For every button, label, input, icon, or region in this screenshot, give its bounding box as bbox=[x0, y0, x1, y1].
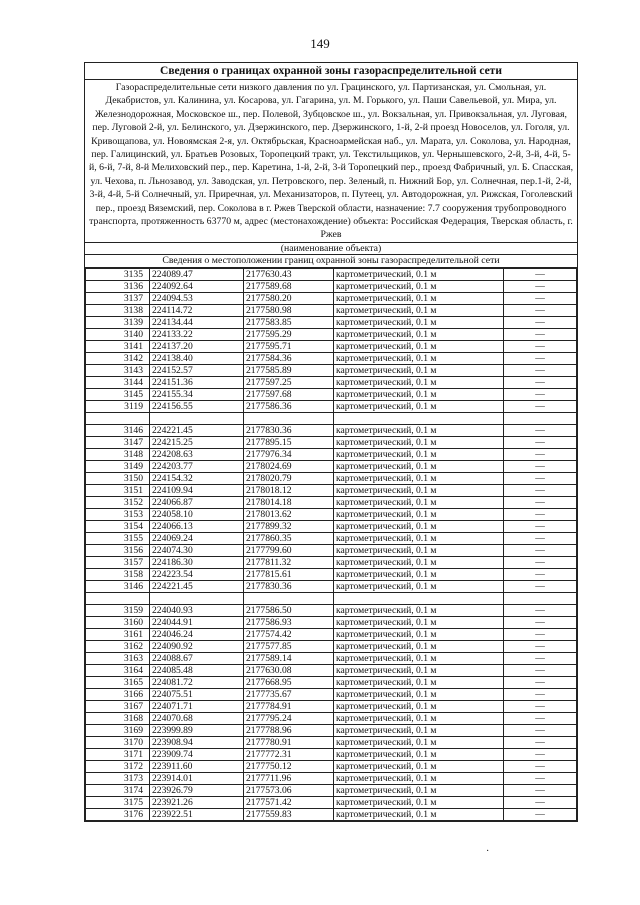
point-number-cell: 3137 bbox=[86, 292, 150, 304]
description-cell: — bbox=[504, 472, 577, 484]
x-coordinate-cell: 223922.51 bbox=[150, 808, 244, 820]
x-coordinate-cell: 223926.79 bbox=[150, 784, 244, 796]
table-row bbox=[86, 364, 577, 376]
y-coordinate-cell: 2177597.25 bbox=[244, 376, 334, 388]
x-coordinate-cell: 224156.55 bbox=[150, 400, 244, 412]
x-coordinate-cell: 224071.71 bbox=[150, 700, 244, 712]
table-row bbox=[86, 724, 577, 736]
description-cell: — bbox=[504, 628, 577, 640]
method-cell: картометрический, 0.1 м bbox=[334, 340, 504, 352]
y-coordinate-cell: 2177589.68 bbox=[244, 280, 334, 292]
point-number-cell: 3175 bbox=[86, 796, 150, 808]
description-cell: — bbox=[504, 448, 577, 460]
method-cell: картометрический, 0.1 м bbox=[334, 700, 504, 712]
coordinates-table bbox=[85, 268, 577, 821]
y-coordinate-cell: 2177586.93 bbox=[244, 616, 334, 628]
method-cell: картометрический, 0.1 м bbox=[334, 712, 504, 724]
y-coordinate-cell: 2177830.36 bbox=[244, 580, 334, 592]
group-separator-row bbox=[86, 412, 577, 424]
description-cell: — bbox=[504, 652, 577, 664]
description-cell: — bbox=[504, 760, 577, 772]
table-row bbox=[86, 652, 577, 664]
y-coordinate-cell: 2177571.42 bbox=[244, 796, 334, 808]
x-coordinate-cell: 224155.34 bbox=[150, 388, 244, 400]
y-coordinate-cell: 2178013.62 bbox=[244, 508, 334, 520]
x-coordinate-cell: 224138.40 bbox=[150, 352, 244, 364]
method-cell: картометрический, 0.1 м bbox=[334, 484, 504, 496]
method-cell: картометрический, 0.1 м bbox=[334, 760, 504, 772]
x-coordinate-cell: 224186.30 bbox=[150, 556, 244, 568]
x-coordinate-cell: 224114.72 bbox=[150, 304, 244, 316]
empty-cell bbox=[334, 592, 504, 604]
method-cell: картометрический, 0.1 м bbox=[334, 796, 504, 808]
point-number-cell: 3148 bbox=[86, 448, 150, 460]
x-coordinate-cell: 224085.48 bbox=[150, 664, 244, 676]
point-number-cell: 3176 bbox=[86, 808, 150, 820]
x-coordinate-cell: 224088.67 bbox=[150, 652, 244, 664]
table-row bbox=[86, 772, 577, 784]
table-row bbox=[86, 448, 577, 460]
method-cell: картометрический, 0.1 м bbox=[334, 304, 504, 316]
y-coordinate-cell: 2177580.20 bbox=[244, 292, 334, 304]
table-row bbox=[86, 508, 577, 520]
y-coordinate-cell: 2177595.29 bbox=[244, 328, 334, 340]
method-cell: картометрический, 0.1 м bbox=[334, 640, 504, 652]
description-cell: — bbox=[504, 556, 577, 568]
y-coordinate-cell: 2178020.79 bbox=[244, 472, 334, 484]
description-cell: — bbox=[504, 364, 577, 376]
empty-cell bbox=[334, 412, 504, 424]
y-coordinate-cell: 2177586.50 bbox=[244, 604, 334, 616]
description-cell: — bbox=[504, 808, 577, 820]
method-cell: картометрический, 0.1 м bbox=[334, 520, 504, 532]
y-coordinate-cell: 2177895.15 bbox=[244, 436, 334, 448]
table-row bbox=[86, 796, 577, 808]
point-number-cell: 3155 bbox=[86, 532, 150, 544]
x-coordinate-cell: 223999.89 bbox=[150, 724, 244, 736]
x-coordinate-cell: 224040.93 bbox=[150, 604, 244, 616]
description-cell: — bbox=[504, 664, 577, 676]
description-cell: — bbox=[504, 424, 577, 436]
y-coordinate-cell: 2178014.18 bbox=[244, 496, 334, 508]
table-row bbox=[86, 340, 577, 352]
x-coordinate-cell: 224203.77 bbox=[150, 460, 244, 472]
group-separator-row bbox=[86, 592, 577, 604]
method-cell: картометрический, 0.1 м bbox=[334, 424, 504, 436]
method-cell: картометрический, 0.1 м bbox=[334, 616, 504, 628]
empty-cell bbox=[504, 412, 577, 424]
description-cell: — bbox=[504, 796, 577, 808]
y-coordinate-cell: 2177788.96 bbox=[244, 724, 334, 736]
description-cell: — bbox=[504, 724, 577, 736]
table-row bbox=[86, 556, 577, 568]
y-coordinate-cell: 2177630.43 bbox=[244, 268, 334, 280]
y-coordinate-cell: 2177711.96 bbox=[244, 772, 334, 784]
point-number-cell: 3172 bbox=[86, 760, 150, 772]
method-cell: картометрический, 0.1 м bbox=[334, 544, 504, 556]
y-coordinate-cell: 2178024.69 bbox=[244, 460, 334, 472]
y-coordinate-cell: 2177976.34 bbox=[244, 448, 334, 460]
table-row bbox=[86, 304, 577, 316]
point-number-cell: 3158 bbox=[86, 568, 150, 580]
description-cell: — bbox=[504, 508, 577, 520]
description-cell: — bbox=[504, 616, 577, 628]
x-coordinate-cell: 224133.22 bbox=[150, 328, 244, 340]
description-cell: — bbox=[504, 328, 577, 340]
description-cell: — bbox=[504, 304, 577, 316]
point-number-cell: 3163 bbox=[86, 652, 150, 664]
description-cell: — bbox=[504, 280, 577, 292]
table-row bbox=[86, 808, 577, 820]
description-cell: — bbox=[504, 772, 577, 784]
x-coordinate-cell: 224074.30 bbox=[150, 544, 244, 556]
point-number-cell: 3149 bbox=[86, 460, 150, 472]
description-cell: — bbox=[504, 568, 577, 580]
method-cell: картометрический, 0.1 м bbox=[334, 460, 504, 472]
point-number-cell: 3169 bbox=[86, 724, 150, 736]
y-coordinate-cell: 2177772.31 bbox=[244, 748, 334, 760]
point-number-cell: 3138 bbox=[86, 304, 150, 316]
x-coordinate-cell: 224058.10 bbox=[150, 508, 244, 520]
x-coordinate-cell: 224046.24 bbox=[150, 628, 244, 640]
point-number-cell: 3153 bbox=[86, 508, 150, 520]
description-cell: — bbox=[504, 376, 577, 388]
table-row bbox=[86, 460, 577, 472]
description-cell: — bbox=[504, 316, 577, 328]
method-cell: картометрический, 0.1 м bbox=[334, 688, 504, 700]
description-cell: — bbox=[504, 736, 577, 748]
empty-cell bbox=[150, 412, 244, 424]
table-row bbox=[86, 316, 577, 328]
point-number-cell: 3167 bbox=[86, 700, 150, 712]
method-cell: картометрический, 0.1 м bbox=[334, 736, 504, 748]
empty-cell bbox=[150, 592, 244, 604]
description-cell: — bbox=[504, 712, 577, 724]
method-cell: картометрический, 0.1 м bbox=[334, 604, 504, 616]
y-coordinate-cell: 2177577.85 bbox=[244, 640, 334, 652]
y-coordinate-cell: 2177583.85 bbox=[244, 316, 334, 328]
method-cell: картометрический, 0.1 м bbox=[334, 352, 504, 364]
point-number-cell: 3136 bbox=[86, 280, 150, 292]
point-number-cell: 3144 bbox=[86, 376, 150, 388]
method-cell: картометрический, 0.1 м bbox=[334, 784, 504, 796]
method-cell: картометрический, 0.1 м bbox=[334, 328, 504, 340]
y-coordinate-cell: 2177580.98 bbox=[244, 304, 334, 316]
x-coordinate-cell: 223914.01 bbox=[150, 772, 244, 784]
table-row bbox=[86, 292, 577, 304]
description-cell: — bbox=[504, 484, 577, 496]
y-coordinate-cell: 2177585.89 bbox=[244, 364, 334, 376]
table-row bbox=[86, 712, 577, 724]
empty-cell bbox=[86, 592, 150, 604]
point-number-cell: 3143 bbox=[86, 364, 150, 376]
table-row bbox=[86, 688, 577, 700]
x-coordinate-cell: 224044.91 bbox=[150, 616, 244, 628]
point-number-cell: 3156 bbox=[86, 544, 150, 556]
point-number-cell: 3135 bbox=[86, 268, 150, 280]
table-row bbox=[86, 784, 577, 796]
x-coordinate-cell: 224223.54 bbox=[150, 568, 244, 580]
y-coordinate-cell: 2177815.61 bbox=[244, 568, 334, 580]
point-number-cell: 3168 bbox=[86, 712, 150, 724]
table-row bbox=[86, 484, 577, 496]
table-row bbox=[86, 580, 577, 592]
table-row bbox=[86, 628, 577, 640]
table-row bbox=[86, 520, 577, 532]
method-cell: картометрический, 0.1 м bbox=[334, 316, 504, 328]
point-number-cell: 3147 bbox=[86, 436, 150, 448]
x-coordinate-cell: 224137.20 bbox=[150, 340, 244, 352]
description-cell: — bbox=[504, 544, 577, 556]
method-cell: картометрический, 0.1 м bbox=[334, 472, 504, 484]
x-coordinate-cell: 223909.74 bbox=[150, 748, 244, 760]
x-coordinate-cell: 224094.53 bbox=[150, 292, 244, 304]
y-coordinate-cell: 2177668.95 bbox=[244, 676, 334, 688]
empty-cell bbox=[504, 592, 577, 604]
table-row bbox=[86, 436, 577, 448]
method-cell: картометрический, 0.1 м bbox=[334, 580, 504, 592]
table-row bbox=[86, 748, 577, 760]
point-number-cell: 3159 bbox=[86, 604, 150, 616]
point-number-cell: 3157 bbox=[86, 556, 150, 568]
table-row bbox=[86, 424, 577, 436]
x-coordinate-cell: 224090.92 bbox=[150, 640, 244, 652]
y-coordinate-cell: 2177597.68 bbox=[244, 388, 334, 400]
method-cell: картометрический, 0.1 м bbox=[334, 676, 504, 688]
x-coordinate-cell: 224221.45 bbox=[150, 580, 244, 592]
y-coordinate-cell: 2177589.14 bbox=[244, 652, 334, 664]
x-coordinate-cell: 224089.47 bbox=[150, 268, 244, 280]
point-number-cell: 3139 bbox=[86, 316, 150, 328]
y-coordinate-cell: 2177586.36 bbox=[244, 400, 334, 412]
method-cell: картометрический, 0.1 м bbox=[334, 628, 504, 640]
y-coordinate-cell: 2177595.71 bbox=[244, 340, 334, 352]
document-table bbox=[84, 62, 578, 822]
method-cell: картометрический, 0.1 м bbox=[334, 280, 504, 292]
point-number-cell: 3146 bbox=[86, 580, 150, 592]
object-description: Газораспределительные сети низкого давления по ул. Грацинского, ул. Партизанская, ул. Смольная, ул. Декабристов, ул. Калинина, ул. Косарова, ул. Гагарина, ул. М. Горького, ул. Паши Савельевой, ул. Мира, ул. Железнодорожная, Московское ш., пер. Полевой, Зубцовское ш., ул. Вокзальная, ул. Привокзальная, ул. Луговая, пер. Луговой 2-й, ул. Белинского, ул. Дзержинского, пер. Дзержинского, 1-й, 2-й проезд Новоселов, ул. Гоголя, ул. Кривощапова, ул. Новоямская 2-я, ул. Октябрьская, Красноармейская наб., ул. Марата, ул. Соколова, ул. Народная, пер. Галицинский, ул. Братьев Розовых, Торопецкий тракт, ул. Текстильщиков, ул. Чернышевского, 2-й, 3-й, 4-й, 5-й, 6-й, 7-й, 8-й Мелиховский пер., пер. Каретина, 1-й, 2-й, 3-й Торопецкий пер., проезд Фабричный, ул. Б. Спасская, ул. Чехова, п. Льнозавод, ул. Заводская, ул. Петровского, пер. Зеленый, п. Нижний Бор, ул. Солнечная, пер.1-й, 2-й, 3-й, 4-й, 5-й Солнечный, ул. Приречная, ул. Механизаторов, п. Путеец, ул. Автодорожная, ул. Рижская, Гоголевский пер., проезд Вяземский, пер. Соколова в г. Ржев Тверской области, назначение: 7.7 сооружения трубопроводного транспорта, протяженность 63770 м, адрес (местонахождение) объекта: Российская Федерация, Тверская область, г. Ржев bbox=[88, 82, 574, 241]
description-cell: — bbox=[504, 688, 577, 700]
table-row bbox=[86, 616, 577, 628]
x-coordinate-cell: 223921.26 bbox=[150, 796, 244, 808]
method-cell: картометрический, 0.1 м bbox=[334, 652, 504, 664]
table-row bbox=[86, 400, 577, 412]
x-coordinate-cell: 224152.57 bbox=[150, 364, 244, 376]
x-coordinate-cell: 224092.64 bbox=[150, 280, 244, 292]
page-number: 149 bbox=[310, 36, 330, 51]
x-coordinate-cell: 223911.60 bbox=[150, 760, 244, 772]
table-row bbox=[86, 700, 577, 712]
point-number-cell: 3154 bbox=[86, 520, 150, 532]
y-coordinate-cell: 2177573.06 bbox=[244, 784, 334, 796]
point-number-cell: 3140 bbox=[86, 328, 150, 340]
point-number-cell: 3162 bbox=[86, 640, 150, 652]
y-coordinate-cell: 2177584.36 bbox=[244, 352, 334, 364]
x-coordinate-cell: 224066.13 bbox=[150, 520, 244, 532]
method-cell: картометрический, 0.1 м bbox=[334, 724, 504, 736]
empty-cell bbox=[244, 592, 334, 604]
description-cell: — bbox=[504, 388, 577, 400]
method-cell: картометрический, 0.1 м bbox=[334, 388, 504, 400]
point-number-cell: 3119 bbox=[86, 400, 150, 412]
description-cell: — bbox=[504, 676, 577, 688]
point-number-cell: 3142 bbox=[86, 352, 150, 364]
method-cell: картометрический, 0.1 м bbox=[334, 496, 504, 508]
description-cell: — bbox=[504, 460, 577, 472]
y-coordinate-cell: 2177860.35 bbox=[244, 532, 334, 544]
description-cell: — bbox=[504, 436, 577, 448]
description-cell: — bbox=[504, 748, 577, 760]
method-cell: картометрический, 0.1 м bbox=[334, 376, 504, 388]
y-coordinate-cell: 2177899.32 bbox=[244, 520, 334, 532]
x-coordinate-cell: 224134.44 bbox=[150, 316, 244, 328]
document-title: Сведения о границах охранной зоны газораспределительной сети bbox=[85, 63, 577, 80]
method-cell: картометрический, 0.1 м bbox=[334, 664, 504, 676]
description-cell: — bbox=[504, 640, 577, 652]
point-number-cell: 3174 bbox=[86, 784, 150, 796]
y-coordinate-cell: 2177795.24 bbox=[244, 712, 334, 724]
x-coordinate-cell: 224221.45 bbox=[150, 424, 244, 436]
table-row bbox=[86, 280, 577, 292]
point-number-cell: 3152 bbox=[86, 496, 150, 508]
method-cell: картометрический, 0.1 м bbox=[334, 448, 504, 460]
table-row bbox=[86, 568, 577, 580]
point-number-cell: 3171 bbox=[86, 748, 150, 760]
description-cell: — bbox=[504, 340, 577, 352]
x-coordinate-cell: 224154.32 bbox=[150, 472, 244, 484]
x-coordinate-cell: 223908.94 bbox=[150, 736, 244, 748]
point-number-cell: 3161 bbox=[86, 628, 150, 640]
table-row bbox=[86, 532, 577, 544]
table-row bbox=[86, 604, 577, 616]
table-row bbox=[86, 496, 577, 508]
description-cell: — bbox=[504, 580, 577, 592]
point-number-cell: 3151 bbox=[86, 484, 150, 496]
x-coordinate-cell: 224069.24 bbox=[150, 532, 244, 544]
x-coordinate-cell: 224215.25 bbox=[150, 436, 244, 448]
x-coordinate-cell: 224070.68 bbox=[150, 712, 244, 724]
point-number-cell: 3166 bbox=[86, 688, 150, 700]
y-coordinate-cell: 2177735.67 bbox=[244, 688, 334, 700]
table-row bbox=[86, 376, 577, 388]
x-coordinate-cell: 224109.94 bbox=[150, 484, 244, 496]
method-cell: картометрический, 0.1 м bbox=[334, 436, 504, 448]
margin-mark: · bbox=[486, 846, 490, 857]
method-cell: картометрический, 0.1 м bbox=[334, 556, 504, 568]
y-coordinate-cell: 2177811.32 bbox=[244, 556, 334, 568]
y-coordinate-cell: 2177784.91 bbox=[244, 700, 334, 712]
y-coordinate-cell: 2177750.12 bbox=[244, 760, 334, 772]
description-cell: — bbox=[504, 268, 577, 280]
description-cell: — bbox=[504, 700, 577, 712]
table-row bbox=[86, 472, 577, 484]
x-coordinate-cell: 224081.72 bbox=[150, 676, 244, 688]
point-number-cell: 3150 bbox=[86, 472, 150, 484]
point-number-cell: 3160 bbox=[86, 616, 150, 628]
table-row bbox=[86, 664, 577, 676]
table-row bbox=[86, 268, 577, 280]
description-cell: — bbox=[504, 520, 577, 532]
point-number-cell: 3164 bbox=[86, 664, 150, 676]
method-cell: картометрический, 0.1 м bbox=[334, 748, 504, 760]
description-cell: — bbox=[504, 400, 577, 412]
description-cell: — bbox=[504, 496, 577, 508]
method-cell: картометрический, 0.1 м bbox=[334, 808, 504, 820]
point-number-cell: 3141 bbox=[86, 340, 150, 352]
method-cell: картометрический, 0.1 м bbox=[334, 532, 504, 544]
method-cell: картометрический, 0.1 м bbox=[334, 568, 504, 580]
table-row bbox=[86, 328, 577, 340]
y-coordinate-cell: 2178018.12 bbox=[244, 484, 334, 496]
method-cell: картометрический, 0.1 м bbox=[334, 364, 504, 376]
table-row bbox=[86, 640, 577, 652]
method-cell: картометрический, 0.1 м bbox=[334, 292, 504, 304]
table-row bbox=[86, 544, 577, 556]
method-cell: картометрический, 0.1 м bbox=[334, 772, 504, 784]
y-coordinate-cell: 2177574.42 bbox=[244, 628, 334, 640]
point-number-cell: 3146 bbox=[86, 424, 150, 436]
point-number-cell: 3165 bbox=[86, 676, 150, 688]
table-row bbox=[86, 388, 577, 400]
x-coordinate-cell: 224075.51 bbox=[150, 688, 244, 700]
section-title: Сведения о местоположении границ охранной зоны газораспределительной сети bbox=[85, 255, 577, 268]
y-coordinate-cell: 2177630.08 bbox=[244, 664, 334, 676]
x-coordinate-cell: 224066.87 bbox=[150, 496, 244, 508]
object-name-note: (наименование объекта) bbox=[85, 242, 577, 255]
y-coordinate-cell: 2177830.36 bbox=[244, 424, 334, 436]
description-cell: — bbox=[504, 784, 577, 796]
table-row bbox=[86, 736, 577, 748]
y-coordinate-cell: 2177780.91 bbox=[244, 736, 334, 748]
empty-cell bbox=[244, 412, 334, 424]
y-coordinate-cell: 2177559.83 bbox=[244, 808, 334, 820]
y-coordinate-cell: 2177799.60 bbox=[244, 544, 334, 556]
description-cell: — bbox=[504, 604, 577, 616]
x-coordinate-cell: 224151.36 bbox=[150, 376, 244, 388]
description-cell: — bbox=[504, 352, 577, 364]
description-cell: — bbox=[504, 292, 577, 304]
description-cell: — bbox=[504, 532, 577, 544]
point-number-cell: 3145 bbox=[86, 388, 150, 400]
method-cell: картометрический, 0.1 м bbox=[334, 508, 504, 520]
table-row bbox=[86, 760, 577, 772]
point-number-cell: 3170 bbox=[86, 736, 150, 748]
method-cell: картометрический, 0.1 м bbox=[334, 268, 504, 280]
method-cell: картометрический, 0.1 м bbox=[334, 400, 504, 412]
empty-cell bbox=[86, 412, 150, 424]
table-row bbox=[86, 676, 577, 688]
table-row bbox=[86, 352, 577, 364]
point-number-cell: 3173 bbox=[86, 772, 150, 784]
x-coordinate-cell: 224208.63 bbox=[150, 448, 244, 460]
